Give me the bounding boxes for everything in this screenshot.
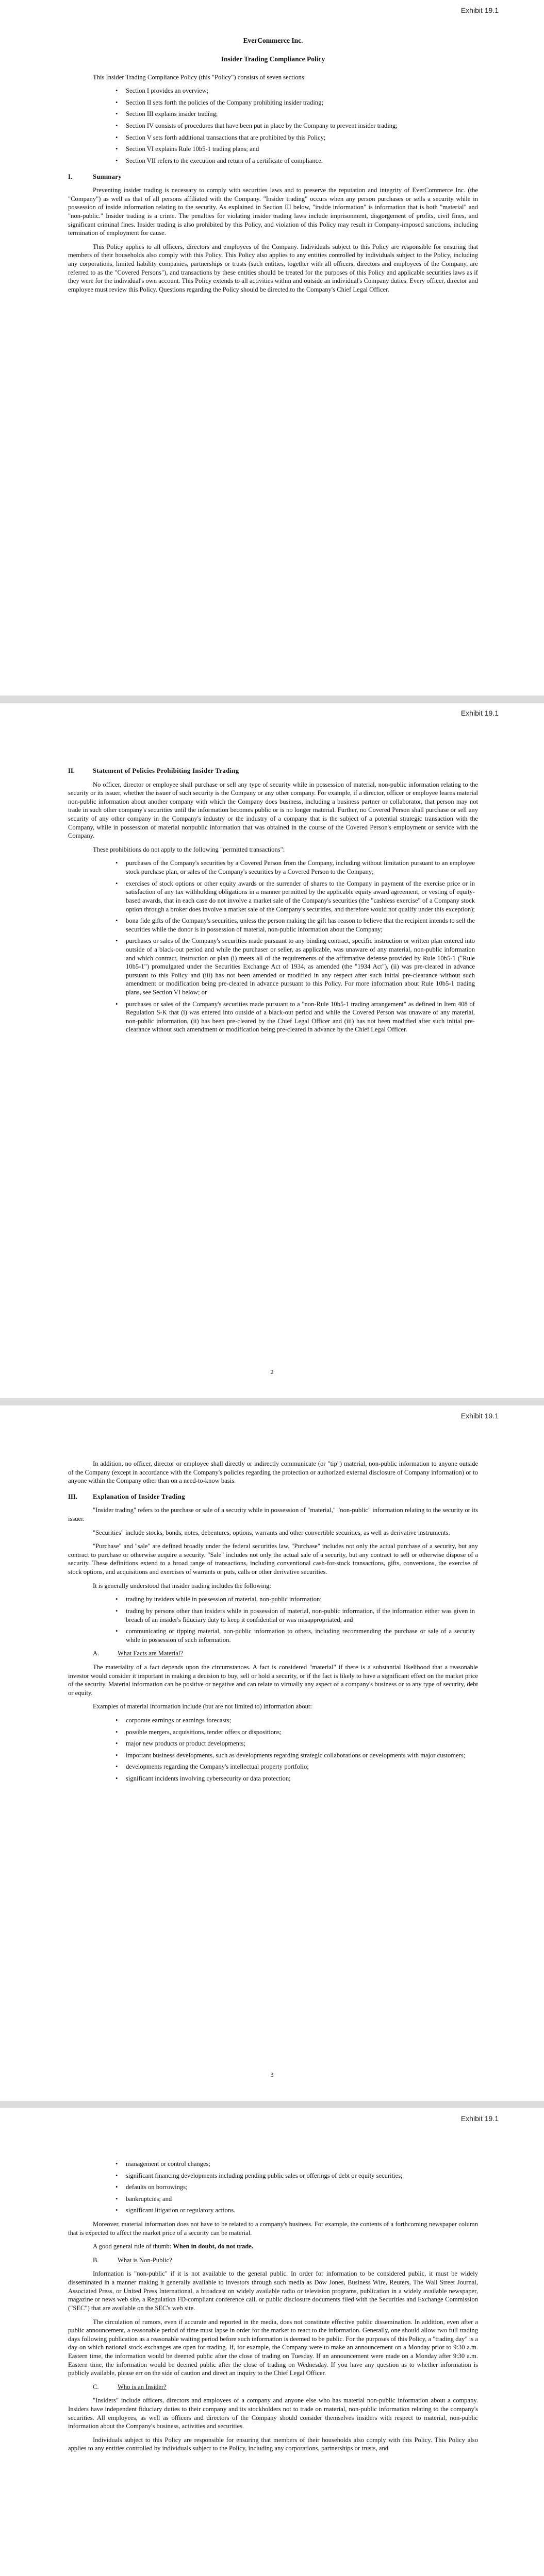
page-1-content bbox=[68, 36, 478, 299]
list-item: • Section V sets forth additional transactions that are prohibited by this Policy; bbox=[68, 133, 478, 142]
rule-emphasis: When in doubt, do not trade. bbox=[173, 2243, 254, 2250]
list-item: • purchases or sales of the Company's securities made pursuant to a "non-Rule 10b5-1 trading arrangement" as defined in Item 408 of Regulation S-K that (i) was entered into outside of a black-out period and while the Covered Person was unaware of any material, non-public information, (ii) has been pre-cleared by the Chief Legal Officer and (iii) has not been modified after such initial pre-clearance without such amendment or modification being pre-cleared in advance by the Chief Legal Officer. bbox=[68, 1000, 478, 1034]
list-item: • significant financing developments including pending public sales or offerings of debt or equity securities; bbox=[68, 2172, 478, 2180]
subsection-number: A. bbox=[93, 1650, 100, 1657]
company-name: EverCommerce Inc. bbox=[243, 37, 303, 44]
paragraph: "Insiders" include officers, directors and employees of a company and anyone else who has material non-public information about a company. Insiders have independent fiduciary duties to their company and its stockholders not to trade on material, non-public information relating to the company's securities. All employees, as well as officers and directors of the Company should consider themselves insiders with respect to material, non-public information about the Company's business, activities and securities. bbox=[68, 2397, 478, 2430]
list-item: • management or control changes; bbox=[68, 2160, 478, 2168]
list-item: • corporate earnings or earnings forecasts; bbox=[68, 1716, 478, 1725]
policy-title: Insider Trading Compliance Policy bbox=[221, 55, 325, 63]
rule-of-thumb bbox=[68, 2242, 478, 2251]
page-number: 2 bbox=[270, 1368, 274, 1376]
paragraph: No officer, director or employee shall purchase or sell any type of security while in possession of material, non-public information relating to the security or its issuer, whether the issuer of such security is the Company or any other company. For example, if a director, officer or employee learns material non-public information about another company with which the Company does business, including a business partner or collaborator, that person may not trade in such other company's securities until the information becomes public or is no longer material. Further, no Covered Person shall purchase or sell any security of any other company in the Company's industry or the industry of a company that is the subject of a potential strategic transaction with the Company, while in possession of material nonpublic information that was obtained in the course of the Covered Person's employment or service with the Company. bbox=[68, 781, 478, 840]
list-item: • Section I provides an overview; bbox=[68, 87, 478, 95]
paragraph: This Policy applies to all officers, directors and employees of the Company. Individuals subject to this Policy are responsible for ensuring that members of their households also comply with this Policy. This Policy also applies to any entities controlled by individuals subject to the Policy, including any corporations, limited liability companies, partnerships or trusts (such entities, together with all officers, directors and employees of the Company, are referred to as the "Covered Persons"), and transactions by these entities should be treated for the purposes of this Policy and applicable securities laws as if they were for the individual's own account. This Policy extends to all activities within and outside an individual's Company duties. Every officer, director and employee must review this Policy. Questions regarding the Policy should be directed to the Company's Chief Legal Officer. bbox=[68, 243, 478, 293]
subsection-heading bbox=[68, 2256, 478, 2265]
paragraph: Preventing insider trading is necessary to comply with securities laws and to preserve the reputation and integrity of EverCommerce Inc. (the "Company") as well as that of all persons affiliated with the Company. "Insider trading" occurs when any person purchases or sells a security while in possession of inside information relating to the security. As explained in Section III below, "inside information" is information that is both "material" and "non-public." Insider trading is a crime. The penalties for violating insider trading laws include imprisonment, disgorgement of profits, civil fines, and significant criminal fines. Insider trading is also prohibited by this Policy, and violation of this Policy may result in Company-imposed sanctions, including termination of employment for cause. bbox=[68, 187, 478, 237]
list-item: • purchases of the Company's securities by a Covered Person from the Company, including without limitation pursuant to an employee stock purchase plan, or sales of the Company's securities by a Covered Person to the Company; bbox=[68, 859, 478, 876]
page-4 bbox=[0, 2108, 544, 2576]
list-item: • possible mergers, acquisitions, tender offers or dispositions; bbox=[68, 1728, 478, 1737]
section-heading bbox=[68, 1493, 478, 1501]
list-item: • important business developments, such as developments regarding strategic collaborations or developments with major customers; bbox=[68, 1751, 478, 1760]
paragraph: These prohibitions do not apply to the following "permitted transactions": bbox=[93, 845, 285, 853]
page-separator bbox=[0, 1398, 544, 1405]
section-heading bbox=[68, 173, 478, 181]
list-item: • trading by persons other than insiders while in possession of material, non-public information, if the information either was given in breach of an insider's fiduciary duty to keep it confidential or was misappropriated; and bbox=[68, 1607, 478, 1624]
permitted-transactions-list bbox=[68, 859, 478, 1034]
list-item: • developments regarding the Company's intellectual property portfolio; bbox=[68, 1762, 478, 1771]
intro-paragraph: This Insider Trading Compliance Policy (this "Policy") consists of seven sections: bbox=[93, 73, 306, 81]
list-item: • Section VII refers to the execution and return of a certificate of compliance. bbox=[68, 157, 478, 165]
paragraph: Individuals subject to this Policy are responsible for ensuring that members of their households also comply with this Policy. This Policy also applies to any entities controlled by individuals subject to the Policy, including any corporations, partnerships or trusts, and bbox=[68, 2436, 478, 2452]
subsection-number: C. bbox=[93, 2383, 99, 2391]
exhibit-label: Exhibit 19.1 bbox=[460, 1412, 499, 1420]
subsection-heading bbox=[68, 1649, 478, 1658]
paragraph: Information is "non-public" if it is not available to the general public. In order for information to be considered public, it must be widely disseminated in a manner making it generally available to investors through such media as Dow Jones, Business Wire, Reuters, The Wall Street Journal, Associated Press, or United Press International, a broadcast on widely available radio or television programs, publication in a widely available newspaper, magazine or news web site, a Regulation FD-compliant conference call, or public disclosure documents filed with the Securities and Exchange Commission ("SEC") that are available on the SEC's web site. bbox=[68, 2270, 478, 2312]
list-item: • bankruptcies; and bbox=[68, 2195, 478, 2204]
list-item: • purchases or sales of the Company's securities made pursuant to any binding contract, specific instruction or written plan entered into outside of a black-out period and while the purchaser or seller, as applicable, was unaware of any material, non-public information and which contract, instruction or plan (i) meets all of the requirements of the affirmative defense provided by Rule 10b5-1 ("Rule 10b5-1") promulgated under the Securities Exchange Act of 1934, as amended (the "1934 Act"), (ii) was pre-cleared in advance pursuant to this Policy and (iii) has not been amended or modified in any respect after such initial pre-clearance without such amendment or modification being pre-cleared in advance pursuant to this Policy. For more information about Rule 10b5-1 trading plans, see Section VI below; or bbox=[68, 937, 478, 996]
page-separator bbox=[0, 696, 544, 703]
list-item: • major new products or product developments; bbox=[68, 1739, 478, 1748]
exhibit-label: Exhibit 19.1 bbox=[460, 709, 499, 717]
list-item: • defaults on borrowings; bbox=[68, 2183, 478, 2192]
exhibit-label: Exhibit 19.1 bbox=[460, 6, 499, 14]
page-2 bbox=[0, 703, 544, 1398]
rule-prefix: A good general rule of thumb: bbox=[93, 2243, 172, 2250]
section-number: II. bbox=[68, 767, 75, 774]
list-item: • significant incidents involving cybersecurity or data protection; bbox=[68, 1774, 478, 1783]
list-item: • bona fide gifts of the Company's securities, unless the person making the gift has reason to believe that the recipient intends to sell the securities while the donor is in possession of material, non-public information about the Company; bbox=[68, 917, 478, 934]
subsection-number: B. bbox=[93, 2256, 99, 2264]
list-item: • Section II sets forth the policies of the Company prohibiting insider trading; bbox=[68, 98, 478, 107]
paragraph: "Insider trading" refers to the purchase or sale of a security while in possession of "material," "non-public" information relating to the security or its issuer. bbox=[68, 1506, 478, 1523]
paragraph: "Purchase" and "sale" are defined broadly under the federal securities law. "Purchase" includes not only the actual purchase of a security, but any contract to purchase or otherwise acquire a security. "Sale" includes not only the actual sale of a security, but any contract to sell or otherwise dispose of a security. These definitions extend to a broad range of transactions, including conventional cash-for-stock transactions, gifts, conversions, the exercise of stock options, and acquisitions and exercises of warrants or puts, calls or other derivative securities. bbox=[68, 1543, 478, 1576]
subsection-title: What Facts are Material? bbox=[118, 1650, 183, 1657]
paragraph: The materiality of a fact depends upon the circumstances. A fact is considered "material" if there is a substantial likelihood that a reasonable investor would consider it important in making a decision to buy, sell or hold a security, or if the fact is likely to have a significant effect on the market price of the security. Material information can be positive or negative and can relate to virtually any aspect of a company's business or to any type of security, debt or equity. bbox=[68, 1663, 478, 1697]
paragraph: Examples of material information include (but are not limited to) information about: bbox=[93, 1703, 312, 1710]
material-examples-list bbox=[68, 1716, 478, 1783]
section-number: III. bbox=[68, 1493, 77, 1500]
page-1 bbox=[0, 0, 544, 696]
page-3 bbox=[0, 1405, 544, 2101]
insider-trading-list bbox=[68, 1595, 478, 1644]
section-number: I. bbox=[68, 173, 73, 180]
list-item: • Section III explains insider trading; bbox=[68, 110, 478, 118]
paragraph: The circulation of rumors, even if accurate and reported in the media, does not constitute effective public dissemination. In addition, even after a public announcement, a reasonable period of time must lapse in order for the market to react to the information. Generally, one should allow two full trading days following publication as a reasonable waiting period before such information is deemed to be public. For the purposes of this Policy, a "trading day" is a day on which national stock exchanges are open for trading. If, for example, the Company were to make an announcement on a Monday prior to 9:30 a.m. Eastern time, the information would be deemed public after the close of trading on Tuesday. If an announcement were made on a Monday after 9:30 a.m. Eastern time, the information would be deemed public after the close of trading on Wednesday. If you have any question as to whether information is publicly available, please err on the side of caution and direct an inquiry to the Chief Legal Officer. bbox=[68, 2318, 478, 2377]
list-item: • communicating or tipping material, non-public information to others, including recommending the purchase or sale of a security while in possession of such information. bbox=[68, 1627, 478, 1644]
page-3-content bbox=[68, 1460, 478, 1788]
page-2-content bbox=[68, 759, 478, 1039]
sections-list bbox=[68, 87, 478, 165]
section-title: Explanation of Insider Trading bbox=[93, 1493, 185, 1500]
list-item: • Section VI explains Rule 10b5-1 trading plans; and bbox=[68, 145, 478, 154]
paragraph: It is generally understood that insider trading includes the following: bbox=[93, 1582, 271, 1589]
section-title: Summary bbox=[93, 173, 122, 180]
paragraph: "Securities" include stocks, bonds, notes, debentures, options, warrants and other convertible securities, as well as derivative instruments. bbox=[93, 1529, 450, 1536]
list-item: • exercises of stock options or other equity awards or the surrender of shares to the Company in payment of the exercise price or in satisfaction of any tax withholding obligations in a manner permitted by the applicable equity award agreement, or vesting of equity-based awards, that in each case do not involve a market sale of the Company's securities (the "cashless exercise" of a Company stock option through a broker does involve a market sale of the Company's securities, and therefore would not qualify under this exception); bbox=[68, 879, 478, 913]
section-heading bbox=[68, 767, 478, 775]
page-4-content bbox=[68, 2160, 478, 2458]
section-title: Statement of Policies Prohibiting Insider Trading bbox=[93, 767, 239, 774]
subsection-heading bbox=[68, 2383, 478, 2392]
paragraph: In addition, no officer, director or employee shall directly or indirectly communicate (or "tip") material, non-public information to anyone outside of the Company (except in accordance with the Company's policies regarding the protection or authorized external disclosure of Company information) or to anyone within the Company other than on a need-to-know basis. bbox=[68, 1460, 478, 1485]
list-item: • Section IV consists of procedures that have been put in place by the Company to prevent insider trading; bbox=[68, 122, 478, 130]
page-number: 3 bbox=[270, 2071, 274, 2078]
subsection-title: What is Non-Public? bbox=[118, 2256, 172, 2264]
subsection-title: Who is an Insider? bbox=[118, 2383, 167, 2391]
page-separator bbox=[0, 2101, 544, 2108]
exhibit-label: Exhibit 19.1 bbox=[460, 2114, 499, 2123]
list-item: • trading by insiders while in possession of material, non-public information; bbox=[68, 1595, 478, 1604]
list-item: • significant litigation or regulatory actions. bbox=[68, 2206, 478, 2215]
paragraph: Moreover, material information does not have to be related to a company's business. For example, the contents of a forthcoming newspaper column that is expected to affect the market price of a security can be material. bbox=[68, 2221, 478, 2236]
material-examples-continued-list bbox=[68, 2160, 478, 2215]
